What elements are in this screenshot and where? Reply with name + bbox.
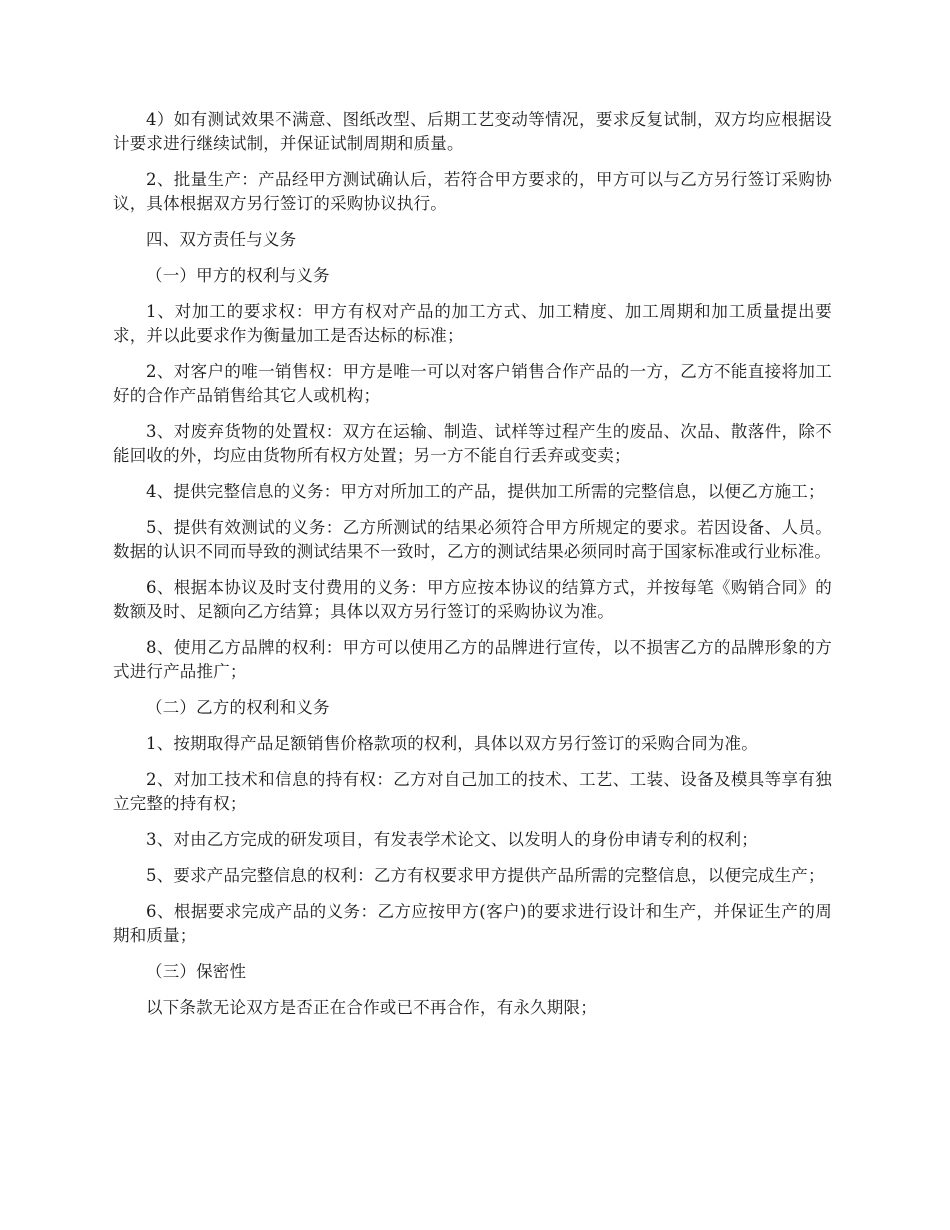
paragraph-batch-production: 2、批量生产：产品经甲方测试确认后，若符合甲方要求的，甲方可以与乙方另行签订采购协议，具体根据双方另行签订的采购协议执行。: [113, 170, 832, 213]
paragraph-a-brand-usage: 8、使用乙方品牌的权利：甲方可以使用乙方的品牌进行宣传，以不损害乙方的品牌形象的方式进行产品推广；: [113, 638, 832, 681]
paragraph-b-production-obligation: 6、根据要求完成产品的义务：乙方应按甲方(客户)的要求进行设计和生产，并保证生产的周期和质量；: [113, 902, 832, 945]
paragraph-a-payment: 6、根据本协议及时支付费用的义务：甲方应按本协议的结算方式，并按每笔《购销合同》的数额及时、足额向乙方结算；具体以双方另行签订的采购协议为准。: [113, 578, 832, 621]
paragraph-trial-production: 4）如有测试效果不满意、图纸改型、后期工艺变动等情况，要求反复试制，双方均应根据设计要求进行继续试制，并保证试制周期和质量。: [113, 110, 832, 153]
paragraph-a-exclusive-sales: 2、对客户的唯一销售权：甲方是唯一可以对客户销售合作产品的一方，乙方不能直接将加工好的合作产品销售给其它人或机构；: [113, 362, 832, 405]
paragraph-b-technology-ownership: 2、对加工技术和信息的持有权：乙方对自己加工的技术、工艺、工装、设备及模具等享有独立完整的持有权；: [113, 770, 832, 813]
section-heading-responsibilities: 四、双方责任与义务: [146, 230, 297, 249]
paragraph-confidentiality-term: 以下条款无论双方是否正在合作或已不再合作，有永久期限；: [146, 998, 597, 1017]
paragraph-b-research-rights: 3、对由乙方完成的研发项目，有发表学术论文、以发明人的身份申请专利的权利；: [146, 830, 758, 849]
paragraph-b-payment-rights: 1、按期取得产品足额销售价格款项的权利，具体以双方另行签订的采购合同为准。: [146, 734, 758, 753]
paragraph-a-waste-disposal: 3、对废弃货物的处置权：双方在运输、制造、试样等过程产生的废品、次品、散落件，除不能回收的外，均应由货物所有权方处置；另一方不能自行丢弃或变卖；: [113, 422, 832, 465]
subsection-heading-party-a: （一）甲方的权利与义务: [146, 266, 330, 285]
paragraph-a-processing-requirements: 1、对加工的要求权：甲方有权对产品的加工方式、加工精度、加工周期和加工质量提出要求，并以此要求作为衡量加工是否达标的标准；: [113, 302, 832, 345]
subsection-heading-confidentiality: （三）保密性: [146, 962, 247, 981]
subsection-heading-party-b: （二）乙方的权利和义务: [146, 698, 330, 717]
paragraph-a-effective-testing: 5、提供有效测试的义务：乙方所测试的结果必须符合甲方所规定的要求。若因设备、人员。数据的认识不同而导致的测试结果不一致时，乙方的测试结果必须同时高于国家标准或行业标准。: [113, 518, 832, 561]
paragraph-a-provide-information: 4、提供完整信息的义务：甲方对所加工的产品，提供加工所需的完整信息，以便乙方施工；: [146, 482, 825, 501]
paragraph-b-information-rights: 5、要求产品完整信息的权利：乙方有权要求甲方提供产品所需的完整信息，以便完成生产；: [146, 866, 825, 885]
